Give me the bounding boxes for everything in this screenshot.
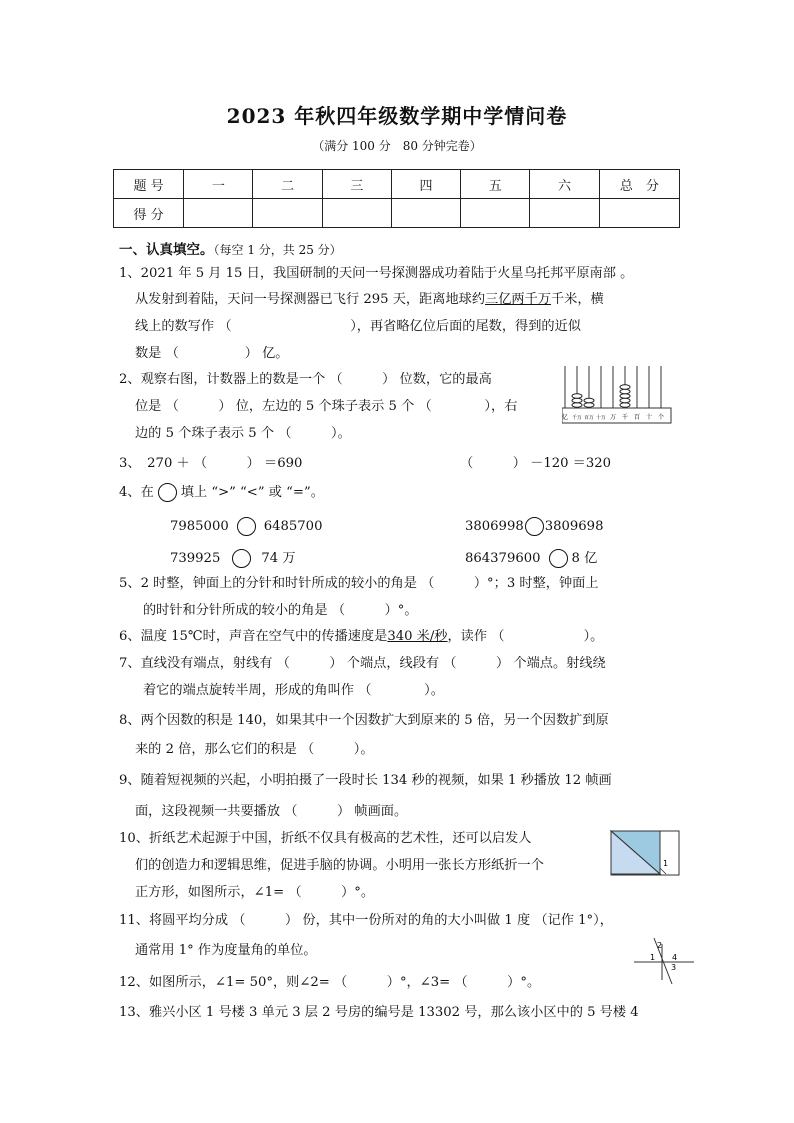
q4-item-3-answer-circle[interactable] xyxy=(232,549,251,568)
q4-item-4-a: 864379600 xyxy=(465,551,541,566)
abacus-bead xyxy=(584,403,594,407)
score-cell-6[interactable] xyxy=(530,199,599,228)
score-table-col-5: 五 xyxy=(461,170,530,199)
q3-left: 3、 270 ＋ （ ） ＝690 xyxy=(119,456,303,471)
page-subtitle: （满分 100 分 80 分钟完卷） xyxy=(312,139,482,153)
angle-1-label: 1 xyxy=(663,859,669,868)
abacus-bead xyxy=(584,398,594,402)
q4-item-1-answer-circle[interactable] xyxy=(237,517,256,536)
abacus-bead xyxy=(620,389,630,393)
q2-line-2: 位是 （ ） 位，左边的 5 个珠子表示 5 个 （ ），右 xyxy=(135,399,518,414)
score-cell-3[interactable] xyxy=(322,199,391,228)
abacus-label: 个 xyxy=(657,414,665,421)
score-table-col-total: 总 分 xyxy=(599,170,679,199)
abacus-bead xyxy=(572,403,582,407)
q4-item-2-a: 3806998 xyxy=(465,519,524,534)
section-1-heading xyxy=(119,238,342,258)
q6-underlined-speed: 340 米/秒 xyxy=(387,629,448,644)
q10-line-3: 正方形，如图所示，∠1= （ ）°。 xyxy=(135,885,375,900)
score-cell-2[interactable] xyxy=(253,199,322,228)
q1-line-2-text: 从发射到着陆，天问一号探测器已飞行 295 天，距离地球约 xyxy=(135,292,486,307)
q4-item-1-b: 6485700 xyxy=(263,519,323,534)
q9-line-1: 9、随着短视频的兴起，小明拍摄了一段时长 134 秒的视频，如果 1 秒播放 12 帧画 xyxy=(119,773,612,788)
abacus-label: 十万 xyxy=(595,415,607,421)
q4-item-4-answer-circle[interactable] xyxy=(549,549,568,568)
q5-line-1: 5、2 时整，钟面上的分针和时针所成的较小的角是 （ ）°；3 时整，钟面上 xyxy=(119,576,599,591)
score-table-col-4: 四 xyxy=(391,170,460,199)
q1-line-2-tail: 千米，横 xyxy=(551,292,604,307)
q4-item-3 xyxy=(170,549,296,568)
q4-item-4-b: 8 亿 xyxy=(571,551,598,566)
q1-underlined-number: 三亿两千万 xyxy=(485,292,551,307)
q7-line-2: 着它的端点旋转半周，形成的角叫作 （ ）。 xyxy=(143,683,444,698)
q10-line-1: 10、折纸艺术起源于中国，折纸不仅具有极高的艺术性，还可以启发人 xyxy=(119,831,532,846)
q9-line-2: 面，这段视频一共要播放 （ ） 帧画面。 xyxy=(135,804,408,819)
q4-item-2-b: 3809698 xyxy=(544,519,604,534)
q6-text-c: ，读作 （ ）。 xyxy=(447,629,604,644)
score-table-score-row xyxy=(114,199,680,228)
q12-line-1: 12、如图所示，∠1= 50°，则∠2= （ ）°，∠3= （ ）°。 xyxy=(119,975,541,990)
q10-line-2: 们的创造力和逻辑思维，促进手脑的协调。小明用一张长方形纸折一个 xyxy=(135,858,544,873)
q4-item-2 xyxy=(465,517,603,536)
q2-line-1: 2、观察右图，计数器上的数是一个 （ ） 位数，它的最高 xyxy=(119,372,492,387)
abacus-bead xyxy=(620,403,630,407)
q11-line-1: 11、将圆平均分成 （ ） 份，其中一份所对的角的大小叫做 1 度 （记作 1°）， xyxy=(119,913,613,928)
q1-line-1: 1、2021 年 5 月 15 日，我国研制的天问一号探测器成功着陆于火星乌托邦平原南部 。 xyxy=(119,266,634,281)
abacus-label: 百万 xyxy=(583,415,595,421)
q4-item-1-a: 7985000 xyxy=(170,519,229,534)
q4-item-1 xyxy=(170,517,322,536)
abacus-label: 万 xyxy=(609,414,617,421)
section-1-title: 一、认真填空。 xyxy=(119,242,214,258)
score-table-col-3: 三 xyxy=(322,170,391,199)
abacus-bead xyxy=(620,398,630,402)
q6-text-a: 6、温度 15℃时，声音在空气中的传播速度是 xyxy=(119,629,388,644)
folded-paper-figure xyxy=(610,830,682,878)
q1-line-4: 数是 （ ） 亿。 xyxy=(135,346,289,361)
q4-intro-a: 4、在 xyxy=(119,485,154,500)
score-cell-1[interactable] xyxy=(184,199,253,228)
score-table-header-row xyxy=(114,170,680,199)
abacus-bead xyxy=(620,394,630,398)
score-cell-4[interactable] xyxy=(391,199,460,228)
abacus-label: 千 xyxy=(621,414,629,421)
q4-intro-b: 填上 “>” “<” 或 “=”。 xyxy=(180,485,324,500)
q1-line-2 xyxy=(135,292,604,308)
abacus-bead xyxy=(572,398,582,402)
abacus-bead xyxy=(620,385,630,389)
q8-line-2: 来的 2 倍，那么它们的积是 （ ）。 xyxy=(135,742,374,757)
score-table xyxy=(113,169,680,228)
compare-circle-icon xyxy=(158,483,177,502)
q11-line-2: 通常用 1° 作为度量角的单位。 xyxy=(135,943,317,958)
q8-line-1: 8、两个因数的积是 140，如果其中一个因数扩大到原来的 5 倍，另一个因数扩到原 xyxy=(119,713,609,728)
intersecting-lines-figure xyxy=(632,936,696,986)
abacus-bead xyxy=(572,394,582,398)
abacus-label: 千万 xyxy=(571,415,583,421)
q4-item-3-b: 74 万 xyxy=(261,551,296,566)
section-1-note: （每空 1 分，共 25 分） xyxy=(213,243,342,257)
q1-line-3: 线上的数写作 （ ），再省略亿位后面的尾数，得到的近似 xyxy=(135,319,581,334)
score-table-score-label: 得 分 xyxy=(114,199,184,228)
score-cell-5[interactable] xyxy=(461,199,530,228)
angle-label-1: 1 xyxy=(650,953,656,962)
score-table-col-6: 六 xyxy=(530,170,599,199)
abacus-label: 亿 xyxy=(562,414,569,421)
q5-line-2: 的时针和分针所成的较小的角是 （ ）°。 xyxy=(143,603,418,618)
abacus-label: 十 xyxy=(645,414,653,421)
score-cell-total[interactable] xyxy=(599,199,679,228)
q4-item-4 xyxy=(465,549,597,568)
q6-line xyxy=(119,629,603,645)
angle-label-3: 3 xyxy=(671,963,677,972)
abacus-figure xyxy=(562,366,674,424)
score-table-col-2: 二 xyxy=(253,170,322,199)
q4-item-2-answer-circle[interactable] xyxy=(525,517,544,536)
q7-line-1: 7、直线没有端点，射线有 （ ） 个端点，线段有 （ ） 个端点。射线绕 xyxy=(119,656,606,671)
angle-label-2: 2 xyxy=(657,941,663,950)
q4-item-3-a: 739925 xyxy=(170,551,221,566)
score-table-col-1: 一 xyxy=(184,170,253,199)
abacus-label: 百 xyxy=(633,414,641,421)
q4-intro xyxy=(119,483,324,502)
q2-line-3: 边的 5 个珠子表示 5 个 （ ）。 xyxy=(135,426,351,441)
score-table-label-cell: 题 号 xyxy=(114,170,184,199)
q13-line-1: 13、雅兴小区 1 号楼 3 单元 3 层 2 号房的编号是 13302 号，那么该小区中的 5 号楼 4 xyxy=(119,1005,639,1020)
angle-label-4: 4 xyxy=(672,953,678,962)
q3-right: （ ） －120 ＝320 xyxy=(460,456,612,471)
page-title: 2023 年秋四年级数学期中学情问卷 xyxy=(226,104,568,128)
